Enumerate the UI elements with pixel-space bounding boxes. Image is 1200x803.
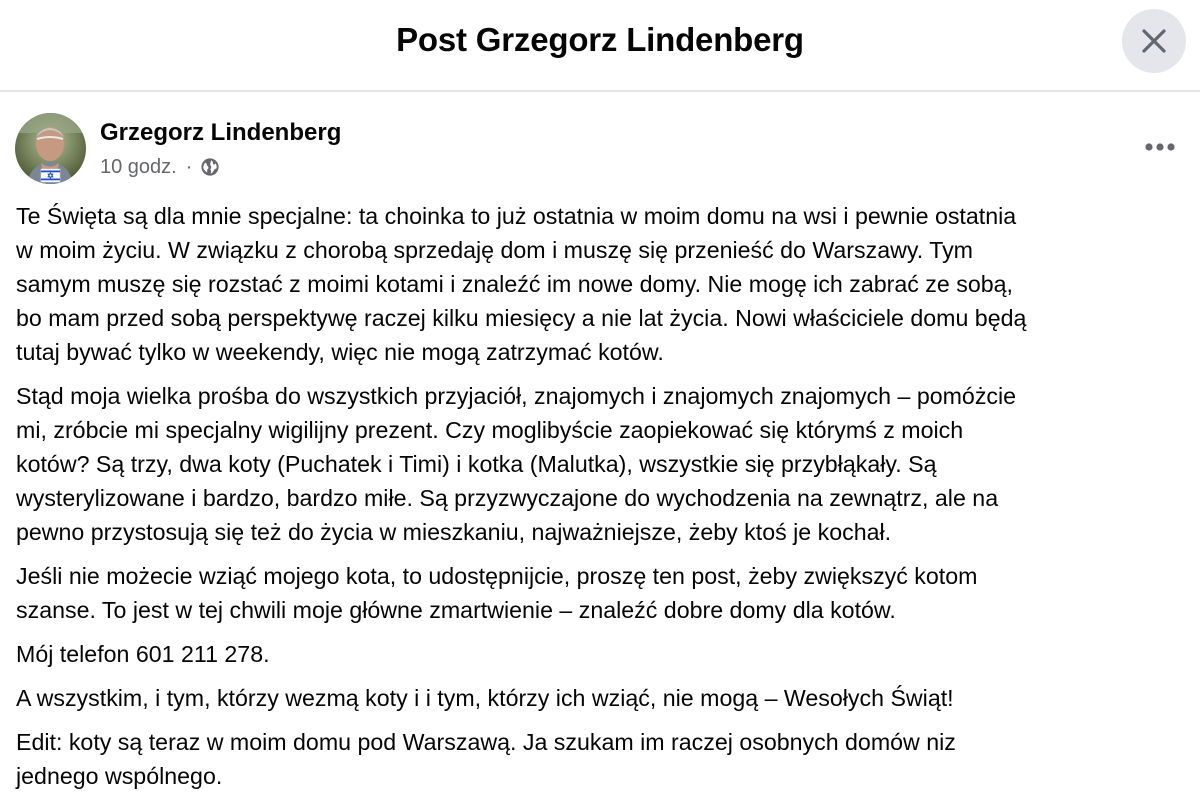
more-options-icon bbox=[1144, 142, 1176, 152]
post-dialog-header bbox=[0, 0, 1200, 92]
post-line: Jeśli nie możecie wziąć mojego kota, to udostępnijcie, proszę ten post, żeby zwiększyć kotom bbox=[16, 563, 978, 589]
more-options-button[interactable] bbox=[1140, 132, 1180, 162]
post-paragraph bbox=[16, 725, 1196, 793]
post-line: Edit: koty są teraz w moim domu pod Warszawą. Ja szukam im raczej osobnych domów niz bbox=[16, 729, 956, 755]
author-name[interactable]: Grzegorz Lindenberg bbox=[100, 119, 342, 146]
post-text bbox=[16, 199, 1196, 803]
post-meta bbox=[100, 152, 220, 182]
author-avatar[interactable] bbox=[15, 113, 86, 184]
post-line: tutaj bywać tylko w weekendy, więc nie mogą zatrzymać kotów. bbox=[16, 339, 664, 365]
post-line: Stąd moja wielka prośba do wszystkich przyjaciół, znajomych i znajomych znajomych – pomóżcie bbox=[16, 383, 1017, 409]
close-button[interactable] bbox=[1122, 9, 1186, 73]
post-line: pewno przystosują się też do życia w mieszkaniu, najważniejsze, żeby ktoś je kochał. bbox=[16, 519, 892, 545]
post-line: szanse. To jest w tej chwili moje główne zmartwienie – znaleźć dobre domy dla kotów. bbox=[16, 597, 896, 623]
post-line: kotów? Są trzy, dwa koty (Puchatek i Timi) i kotka (Malutka), wszystkie się przybłąkały. Są bbox=[16, 451, 937, 477]
post-paragraph bbox=[16, 637, 1196, 671]
post-paragraph bbox=[16, 379, 1196, 549]
post-line: jednego wspólnego. bbox=[16, 763, 223, 789]
post-line: Te Święta są dla mnie specjalne: ta choinka to już ostatnia w moim domu na wsi i pewnie ostatnia bbox=[16, 203, 1017, 229]
post-line: wysterylizowane i bardzo, bardzo miłe. Są przyzwyczajone do wychodzenia na zewnątrz, ale na bbox=[16, 485, 999, 511]
post-line: mi, zróbcie mi specjalny wigilijny prezent. Czy moglibyście zaopiekować się którymś z moich bbox=[16, 417, 964, 443]
post-paragraph bbox=[16, 559, 1196, 627]
meta-separator: · bbox=[185, 155, 193, 178]
avatar-photo bbox=[15, 113, 86, 184]
post-line: samym muszę się rozstać z moimi kotami i znaleźć im nowe domy. Nie mogę ich zabrać ze sobą, bbox=[16, 271, 1013, 297]
globe-icon[interactable] bbox=[200, 157, 220, 177]
dialog-title: Post Grzegorz Lindenberg bbox=[396, 21, 804, 58]
flag-icon bbox=[41, 169, 60, 182]
post-line: A wszystkim, i tym, którzy wezmą koty i i tym, którzy ich wziąć, nie mogą – Wesołych Świąt! bbox=[16, 685, 954, 711]
post-paragraph bbox=[16, 681, 1196, 715]
post-line: w moim życiu. W związku z chorobą sprzedaję dom i muszę się przenieść do Warszawy. Tym bbox=[16, 237, 973, 263]
post-paragraph bbox=[16, 199, 1196, 369]
close-icon bbox=[1141, 28, 1167, 54]
post-timestamp[interactable]: 10 godz. bbox=[100, 155, 177, 178]
post-line: bo mam przed sobą perspektywę raczej kilku miesięcy a nie lat życia. Nowi właściciele domu będą bbox=[16, 305, 1027, 331]
post-line: Mój telefon 601 211 278. bbox=[16, 641, 270, 667]
